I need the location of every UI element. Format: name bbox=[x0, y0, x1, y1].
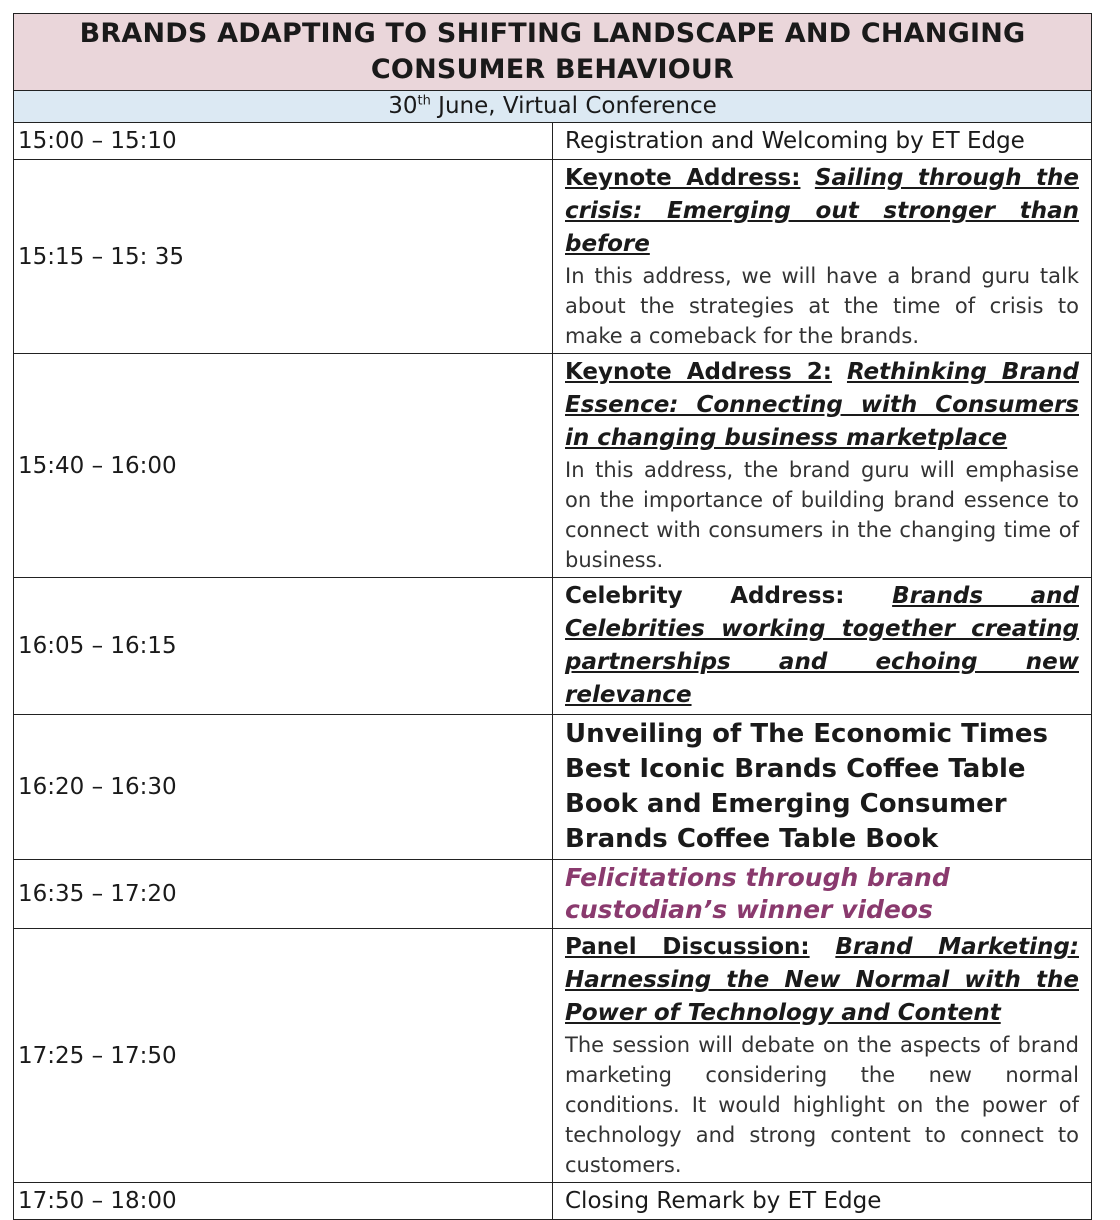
session-label: Celebrity Address: bbox=[565, 583, 845, 609]
title-line-1: BRANDS ADAPTING TO SHIFTING LANDSCAPE AND CHANGING bbox=[79, 18, 1026, 49]
session-heading bbox=[565, 580, 1079, 712]
time-slot: 16:35 – 17:20 bbox=[14, 860, 553, 929]
time-slot: 15:00 – 15:10 bbox=[14, 123, 553, 160]
date-suffix: th bbox=[417, 93, 431, 109]
date-rest: June, Virtual Conference bbox=[430, 93, 717, 119]
session-content bbox=[553, 578, 1092, 715]
session-text: Registration and Welcoming by ET Edge bbox=[553, 123, 1092, 160]
date-row bbox=[14, 91, 1092, 123]
session-heading bbox=[565, 356, 1079, 455]
session-content bbox=[553, 929, 1092, 1183]
time-slot: 17:25 – 17:50 bbox=[14, 929, 553, 1183]
session-label: Panel Discussion: bbox=[565, 934, 810, 960]
title-line-2: CONSUMER BEHAVIOUR bbox=[370, 54, 735, 85]
session-title: Sailing through the crisis: Emerging out stronger than before bbox=[565, 165, 1079, 257]
agenda-title bbox=[14, 14, 1092, 91]
agenda-row bbox=[14, 123, 1092, 160]
time-slot: 15:15 – 15: 35 bbox=[14, 160, 553, 354]
time-slot: 17:50 – 18:00 bbox=[14, 1183, 553, 1220]
session-text: Closing Remark by ET Edge bbox=[553, 1183, 1092, 1220]
session-heading bbox=[565, 162, 1079, 261]
session-content bbox=[553, 160, 1092, 354]
agenda-row bbox=[14, 715, 1092, 860]
time-slot: 16:20 – 16:30 bbox=[14, 715, 553, 860]
session-text: Unveiling of The Economic Times Best Iconic Brands Coffee Table Book and Emerging Consumer Brands Coffee Table Book bbox=[553, 715, 1092, 860]
session-title: Rethinking Brand Essence: Connecting with Consumers in changing business marketplace bbox=[565, 359, 1079, 451]
agenda-table bbox=[13, 13, 1092, 1220]
agenda-row bbox=[14, 929, 1092, 1183]
agenda-row bbox=[14, 160, 1092, 354]
session-title: Brand Marketing: Harnessing the New Normal with the Power of Technology and Content bbox=[565, 934, 1079, 1026]
event-date bbox=[14, 91, 1092, 123]
title-row bbox=[14, 14, 1092, 91]
agenda-row bbox=[14, 354, 1092, 578]
session-heading bbox=[565, 931, 1079, 1030]
session-content bbox=[553, 354, 1092, 578]
session-description: The session will debate on the aspects of brand marketing considering the new normal conditions. It would highlight on the power of technology and strong content to connect to customers. bbox=[565, 1033, 1079, 1177]
session-text: Felicitations through brand custodian’s winner videos bbox=[553, 860, 1092, 929]
agenda-row bbox=[14, 860, 1092, 929]
agenda-row bbox=[14, 578, 1092, 715]
session-description: In this address, the brand guru will emphasise on the importance of building brand essence to connect with consumers in the changing time of business. bbox=[565, 458, 1079, 572]
session-label: Keynote Address: bbox=[565, 165, 801, 191]
session-description: In this address, we will have a brand guru talk about the strategies at the time of crisis to make a comeback for the brands. bbox=[565, 264, 1079, 348]
session-title: Brands and Celebrities working together creating partnerships and echoing new relevance bbox=[565, 583, 1079, 708]
agenda-row bbox=[14, 1183, 1092, 1220]
session-label: Keynote Address 2: bbox=[565, 359, 832, 385]
time-slot: 16:05 – 16:15 bbox=[14, 578, 553, 715]
time-slot: 15:40 – 16:00 bbox=[14, 354, 553, 578]
date-day: 30 bbox=[388, 93, 418, 119]
